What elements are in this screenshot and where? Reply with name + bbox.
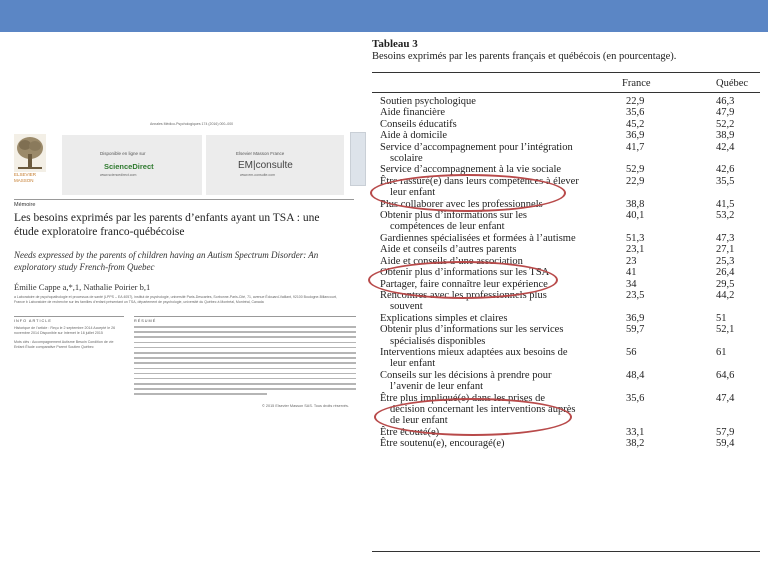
article-title: Les besoins exprimés par les parents d’enfants ayant un TSA : une étude exploratoire franco-québécoise bbox=[14, 212, 320, 238]
article-affiliations: a Laboratoire de psychopathologie et processus de santé (LPPS – EA 4057), institut de psychologie, université Paris-Descartes, Sorbonne-Paris-Cité, 71, avenue Édouard-Vaillant, 92100 Boulogne-Billancourt, France b Laboratoire de recherche sur les familles d’enfant présentant un TSA, département de psychologie, université du Québec à Montréal, Montréal, Canada bbox=[14, 295, 337, 304]
table-cell-quebec: 51 bbox=[716, 312, 727, 324]
table-row bbox=[380, 210, 760, 233]
table-cell-quebec: 26,4 bbox=[716, 267, 735, 279]
table-cell-quebec: 42,6 bbox=[716, 164, 735, 176]
table-row bbox=[380, 233, 760, 244]
resume-heading: RÉSUMÉ bbox=[134, 319, 157, 323]
emconsulte-publisher-label: Elsevier Masson France bbox=[236, 151, 285, 156]
table-bottom-rule bbox=[372, 551, 760, 552]
table-cell-quebec: 46,3 bbox=[716, 96, 735, 107]
emconsulte-name: EM|consulte bbox=[238, 160, 293, 171]
journal-cover-thumbnail bbox=[350, 132, 366, 186]
table-cell-quebec: 27,1 bbox=[716, 244, 735, 256]
table-row-label: Obtenir plus d’informations sur les compétences de leur enfant bbox=[380, 210, 527, 233]
info-divider bbox=[14, 316, 124, 317]
table-cell-france: 23,1 bbox=[626, 244, 645, 256]
emconsulte-url: www.em-consulte.com bbox=[240, 173, 276, 177]
table-cell-france: 59,7 bbox=[626, 324, 645, 336]
table-row bbox=[380, 370, 760, 393]
table-header-rule bbox=[372, 92, 760, 93]
elsevier-wordmark: ELSEVIER bbox=[14, 172, 37, 177]
masson-wordmark: MASSON bbox=[14, 178, 34, 183]
table-cell-quebec: 61 bbox=[716, 346, 727, 358]
table-cell-france: 22,9 bbox=[626, 96, 645, 107]
article-section-label: Mémoire bbox=[14, 202, 36, 208]
table-column-header-quebec: Québec bbox=[716, 78, 749, 89]
table-cell-quebec: 41,5 bbox=[716, 198, 735, 210]
table-row-label: Aide et conseils d’autres parents bbox=[380, 244, 517, 256]
article-copyright: © 2015 Elsevier Masson SAS. Tous droits réservés. bbox=[262, 404, 349, 408]
table-row-label: Interventions mieux adaptées aux besoins de leur enfant bbox=[380, 346, 568, 370]
table-row-label: Partager, faire connaître leur expérience bbox=[380, 278, 548, 290]
table-title: Tableau 3 bbox=[372, 38, 418, 50]
table-cell-france: 38,2 bbox=[626, 438, 645, 450]
table-row-label: Service d’accompagnement à la vie sociale bbox=[380, 164, 562, 176]
resume-text-line bbox=[134, 342, 356, 344]
highlight-ellipse-gardiennes bbox=[368, 261, 558, 299]
table-row bbox=[380, 142, 760, 165]
resume-text-line bbox=[134, 378, 356, 380]
highlight-ellipse-vie-sociale bbox=[370, 174, 566, 212]
table-top-rule bbox=[372, 72, 760, 73]
table-row bbox=[380, 313, 760, 324]
table-row-label: Être soutenu(e), encouragé(e) bbox=[380, 438, 505, 450]
resume-text-line bbox=[134, 373, 356, 375]
table-cell-france: 52,9 bbox=[626, 164, 645, 176]
table-cell-france: 56 bbox=[626, 346, 637, 358]
resume-text-line bbox=[134, 388, 356, 390]
table-cell-france: 45,2 bbox=[626, 118, 645, 130]
resume-text-line bbox=[134, 352, 356, 354]
table-cell-france: 35,6 bbox=[626, 107, 645, 119]
table-cell-quebec: 44,2 bbox=[716, 289, 735, 301]
resume-text-block bbox=[134, 326, 356, 399]
resume-text-line bbox=[134, 393, 267, 395]
resume-text-line bbox=[134, 362, 356, 364]
table-cell-france: 23 bbox=[626, 255, 637, 267]
table-cell-france: 41 bbox=[626, 267, 637, 279]
table-row-label: Être rassuré(e) dans leurs compétences à élever leur enfant bbox=[380, 175, 579, 199]
table-cell-quebec: 29,5 bbox=[716, 278, 735, 290]
article-first-page bbox=[0, 118, 368, 448]
table-row-label: Aide et conseils d’une association bbox=[380, 255, 523, 267]
table-row-label: Obtenir plus d’informations sur les TSA bbox=[380, 267, 550, 279]
table-cell-france: 48,4 bbox=[626, 369, 645, 381]
table-cell-quebec: 25,3 bbox=[716, 255, 735, 267]
resume-text-line bbox=[134, 326, 356, 328]
table-cell-france: 41,7 bbox=[626, 141, 645, 153]
table-cell-quebec: 47,9 bbox=[716, 107, 735, 119]
table-cell-quebec: 57,9 bbox=[716, 426, 735, 438]
table-cell-quebec: 47,3 bbox=[716, 232, 735, 244]
sciencedirect-available-label: Disponible en ligne sur bbox=[100, 151, 146, 156]
header-divider bbox=[14, 199, 354, 200]
table-cell-quebec: 35,5 bbox=[716, 175, 735, 187]
table-cell-france: 38,8 bbox=[626, 198, 645, 210]
table-row bbox=[380, 96, 760, 107]
slide-header-bar bbox=[0, 0, 768, 32]
table-row-label: Plus collaborer avec les professionnels bbox=[380, 198, 543, 210]
resume-divider bbox=[134, 316, 356, 317]
article-history: Historique de l’article : Reçu le 2 septembre 2014 Accepté le 26 novembre 2014 Disponible sur Internet le 16 juillet 2015 bbox=[14, 326, 116, 335]
table-row bbox=[380, 438, 760, 449]
table-cell-france: 22,9 bbox=[626, 175, 645, 187]
sciencedirect-url: www.sciencedirect.com bbox=[100, 173, 137, 177]
journal-reference: Annales Médico-Psychologiques 174 (2016) 000–000 bbox=[150, 122, 234, 126]
resume-text-line bbox=[134, 331, 356, 333]
article-info-heading: INFO ARTICLE bbox=[14, 319, 52, 323]
resume-text-line bbox=[134, 383, 356, 385]
table-cell-france: 36,9 bbox=[626, 130, 645, 142]
table-cell-quebec: 42,4 bbox=[716, 141, 735, 153]
table-row bbox=[380, 347, 760, 370]
elsevier-tree-logo-icon bbox=[14, 134, 46, 172]
table-row-label: Aide financière bbox=[380, 107, 446, 119]
table-row-label: Gardiennes spécialisées et formées à l’autisme bbox=[380, 232, 576, 244]
table-caption: Besoins exprimés par les parents français et québécois (en pourcentage). bbox=[372, 51, 677, 62]
table-cell-france: 33,1 bbox=[626, 426, 645, 438]
article-english-title: Needs expressed by the parents of children having an Autism Spectrum Disorder: An exploratory study French-from Quebec bbox=[14, 250, 319, 272]
article-keywords: Mots clés : Accompagnement Autisme Besoin Condition de vie Enfant Étude comparative Parent Soutien Québec bbox=[14, 340, 114, 349]
table-cell-quebec: 52,2 bbox=[716, 118, 735, 130]
table-cell-france: 36,9 bbox=[626, 312, 645, 324]
table-cell-france: 34 bbox=[626, 278, 637, 290]
table-cell-france: 23,5 bbox=[626, 289, 645, 301]
article-info-block bbox=[14, 326, 124, 350]
table-row-label: Obtenir plus d’informations sur les services spécialisés disponibles bbox=[380, 324, 564, 347]
highlight-ellipse-services bbox=[374, 398, 572, 436]
table-cell-quebec: 53,2 bbox=[716, 210, 735, 222]
table-row-label: Conseils éducatifs bbox=[380, 118, 457, 130]
table-row-label: Rencontres avec les professionnels plus souvent bbox=[380, 289, 547, 313]
resume-text-line bbox=[134, 347, 356, 349]
article-authors: Émilie Cappe a,*,1, Nathalie Poirier b,1 bbox=[14, 282, 151, 292]
table-row bbox=[380, 119, 760, 130]
table-row bbox=[380, 107, 760, 118]
sciencedirect-name: ScienceDirect bbox=[104, 162, 154, 171]
table-row bbox=[380, 324, 760, 347]
table-row bbox=[380, 130, 760, 141]
table-row-label: Être écouté(e) bbox=[380, 426, 440, 438]
table-cell-quebec: 64,6 bbox=[716, 369, 735, 381]
table-row-label: Service d’accompagnement pour l’intégration scolaire bbox=[380, 141, 573, 165]
table-row bbox=[380, 244, 760, 255]
table-cell-quebec: 38,9 bbox=[716, 130, 735, 142]
table-cell-france: 40,1 bbox=[626, 210, 645, 222]
table-cell-quebec: 47,4 bbox=[716, 392, 735, 404]
table-column-header-france: France bbox=[622, 78, 651, 89]
table-cell-quebec: 59,4 bbox=[716, 438, 735, 450]
resume-text-line bbox=[134, 368, 356, 370]
resume-text-line bbox=[134, 357, 356, 359]
resume-text-line bbox=[134, 336, 356, 338]
table-row-label: Soutien psychologique bbox=[380, 96, 476, 107]
table-row-label: Aide à domicile bbox=[380, 130, 448, 142]
table-row-label: Explications simples et claires bbox=[380, 312, 508, 324]
table-row-label: Être plus impliqué(e) dans les prises de décision concernant les interventions auprès de leur enfant bbox=[380, 392, 576, 427]
table-cell-quebec: 52,1 bbox=[716, 324, 735, 336]
table-cell-france: 51,3 bbox=[626, 232, 645, 244]
table-cell-france: 35,6 bbox=[626, 392, 645, 404]
table-row-label: Conseils sur les décisions à prendre pour l’avenir de leur enfant bbox=[380, 369, 552, 393]
